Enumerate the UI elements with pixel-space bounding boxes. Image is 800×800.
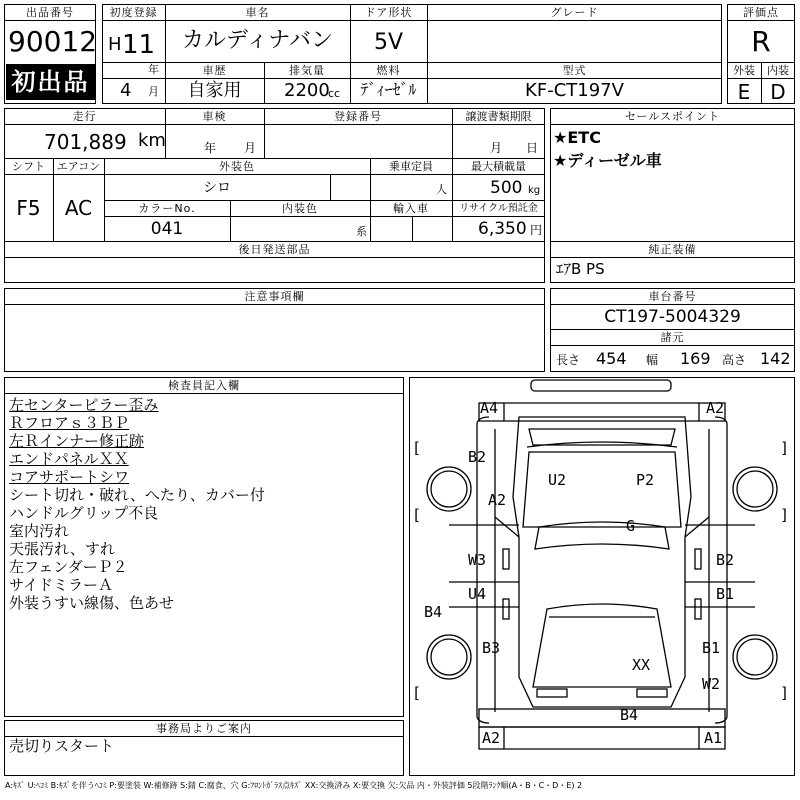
inspection-label: 車検 xyxy=(202,110,227,123)
interior-color-label: 内装色 xyxy=(282,202,318,215)
lot-number: 90012 xyxy=(8,25,98,58)
sales-point-item: ★ディーゼル車 xyxy=(553,151,662,170)
bracket-mark: [ xyxy=(412,506,422,524)
inspector-label: 検査員記入欄 xyxy=(168,379,240,392)
first-listing-badge: 初出品 xyxy=(6,64,95,100)
recycle-fee: 6,350 xyxy=(478,219,527,239)
first-registration-label: 初度登録 xyxy=(109,6,158,19)
chassis-number: CT197-5004329 xyxy=(604,307,741,327)
year-unit: 年 xyxy=(148,63,159,76)
registration-month: 4 xyxy=(120,80,132,101)
width: 169 xyxy=(680,349,711,368)
recycle-fee-label: リサイクル預託金 xyxy=(459,203,538,214)
history-label: 車歴 xyxy=(202,64,227,77)
damage-label: B2 xyxy=(716,551,735,569)
import-label: 輸入車 xyxy=(393,202,429,215)
damage-label: B1 xyxy=(716,585,735,603)
shift: F5 xyxy=(16,196,41,220)
car-name-label: 車名 xyxy=(245,6,270,19)
max-load-label: 最大積載量 xyxy=(471,160,526,173)
damage-label: A2 xyxy=(706,399,725,417)
color-number: 041 xyxy=(150,219,184,239)
model-label: 型式 xyxy=(562,64,587,77)
genuine-equipment-label: 純正装備 xyxy=(648,243,697,256)
damage-label: U4 xyxy=(468,585,487,603)
displacement-label: 排気量 xyxy=(289,64,325,77)
inspection-month-unit: 月 xyxy=(244,141,257,155)
mileage-label: 走行 xyxy=(72,110,97,123)
car-name: カルディナバン xyxy=(182,28,333,53)
exterior-color-label: 外装色 xyxy=(219,160,255,173)
dimensions-label: 諸元 xyxy=(660,331,685,344)
damage-label: U2 xyxy=(548,471,567,489)
interior-grade-label: 内装 xyxy=(767,64,789,77)
legend: A:ｷｽﾞ U:ﾍｺﾐ B:ｷｽﾞを伴うﾍｺﾐ P:要塗装 W:補修跡 S:錆 C:腐食、穴 G:ﾌﾛﾝﾄｶﾞﾗｽ点ｷｽﾞ XX:交換済み X:要交換 欠:欠品 内・外装評価 5段階ﾗﾝｸ順(A・B・C・D・E) 2 xyxy=(5,781,583,790)
month-unit: 月 xyxy=(148,85,159,98)
length-label: 長さ xyxy=(556,353,581,367)
registration-year: 11 xyxy=(122,30,156,60)
office-text: 売切りスタート xyxy=(9,737,115,755)
max-load: 500 xyxy=(490,178,523,198)
bracket-mark: ] xyxy=(780,506,790,524)
inspector-line: 左フェンダーＰ２ xyxy=(9,558,128,576)
inspector-line: 天張汚れ、すれ xyxy=(9,540,115,558)
inspector-line: シート切れ・破れ、へたり、カバー付 xyxy=(9,486,265,504)
grade-label: グレード xyxy=(550,6,599,19)
registration-number-label: 登録番号 xyxy=(334,110,382,123)
chassis-number-label: 車台番号 xyxy=(648,290,697,303)
score: R xyxy=(751,25,771,58)
inspector-line: 左Ｒインナー修正跡 xyxy=(9,432,145,450)
transfer-day-unit: 日 xyxy=(526,141,539,155)
inspector-line: Ｒフロアｓ３ＢＰ xyxy=(9,414,130,432)
sales-points-label: セールスポイント xyxy=(624,110,720,123)
inspector-line: 左センターピラー歪み xyxy=(9,396,159,414)
damage-label: A4 xyxy=(480,399,499,417)
mileage-unit: km xyxy=(138,130,166,151)
inspector-lines xyxy=(9,396,265,612)
fuel-label: 燃料 xyxy=(376,64,401,77)
interior-grade: D xyxy=(770,80,786,104)
height: 142 xyxy=(760,349,791,368)
door-type-label: ドア形状 xyxy=(364,6,413,19)
history: 自家用 xyxy=(187,80,242,101)
model: KF-CT197V xyxy=(525,80,624,101)
bracket-mark: ] xyxy=(780,439,790,457)
capacity-label: 乗車定員 xyxy=(389,160,433,173)
shift-label: シフト xyxy=(12,160,45,173)
damage-label: B2 xyxy=(468,448,487,466)
damage-label: A2 xyxy=(482,729,501,747)
height-label: 高さ xyxy=(722,353,747,367)
exterior-grade: E xyxy=(737,80,751,104)
inspector-line: コアサポートシワ xyxy=(9,468,130,486)
displacement-unit: cc xyxy=(328,87,341,100)
damage-label: P2 xyxy=(636,471,655,489)
max-load-unit: kg xyxy=(528,185,541,196)
inspector-line: 室内汚れ xyxy=(9,522,70,540)
inspector-line: ハンドルグリップ不良 xyxy=(9,504,159,522)
damage-label: B1 xyxy=(702,639,721,657)
exterior-grade-label: 外装 xyxy=(733,64,755,77)
inspection-year-unit: 年 xyxy=(204,141,217,155)
length: 454 xyxy=(596,349,627,368)
bracket-mark: [ xyxy=(412,439,422,457)
damage-label: A1 xyxy=(704,729,723,747)
air-conditioner-label: エアコン xyxy=(56,160,101,173)
bracket-mark: [ xyxy=(412,684,422,702)
damage-label: B4 xyxy=(620,706,639,724)
notes-label: 注意事項欄 xyxy=(244,290,305,303)
fuel: ﾃﾞｨｰｾﾞﾙ xyxy=(360,80,417,99)
mileage: 701,889 xyxy=(44,130,127,154)
color-number-label: カラーNo. xyxy=(138,202,196,215)
transfer-month-unit: 月 xyxy=(490,141,503,155)
lot-number-label: 出品番号 xyxy=(26,6,74,19)
inspector-line: サイドミラーＡ xyxy=(9,576,113,594)
exterior-color: シロ xyxy=(203,180,231,196)
damage-label: W3 xyxy=(468,551,487,569)
interior-color-unit: 系 xyxy=(356,225,367,238)
bracket-mark: ] xyxy=(780,684,790,702)
width-label: 幅 xyxy=(646,353,659,367)
damage-label: G xyxy=(626,517,636,535)
damage-label: XX xyxy=(632,656,651,674)
inspector-line: エンドパネルＸＸ xyxy=(9,450,129,468)
recycle-fee-unit: 円 xyxy=(530,223,543,237)
era: H xyxy=(108,34,122,55)
capacity-unit: 人 xyxy=(436,183,447,196)
score-label: 評価点 xyxy=(743,6,779,19)
damage-label: W2 xyxy=(702,675,721,693)
genuine-equipment: ｴｱB PS xyxy=(556,260,605,278)
damage-label: B4 xyxy=(424,603,443,621)
office-label: 事務局よりご案内 xyxy=(156,722,252,735)
later-parts-label: 後日発送部品 xyxy=(238,243,311,256)
sales-point-item: ★ETC xyxy=(553,128,601,147)
damage-label: B3 xyxy=(482,639,501,657)
car-diagram xyxy=(409,377,795,776)
air-conditioner: AC xyxy=(64,196,93,220)
door-type: 5V xyxy=(373,30,404,55)
transfer-deadline-label: 譲渡書類期限 xyxy=(465,110,532,123)
inspector-line: 外装うすい線傷、色あせ xyxy=(9,594,175,612)
damage-label: A2 xyxy=(488,491,507,509)
displacement: 2200 xyxy=(284,80,330,101)
